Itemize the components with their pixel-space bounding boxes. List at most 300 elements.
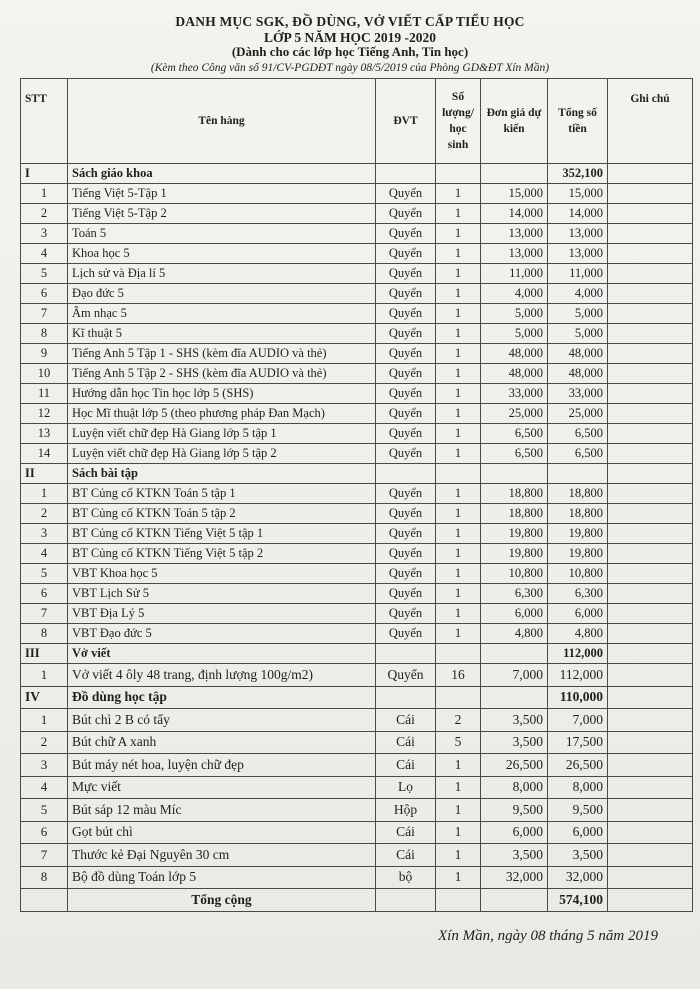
row-unit-price: 5,000 [481, 324, 548, 344]
row-total: 48,000 [548, 344, 608, 364]
row-unit-price: 13,000 [481, 224, 548, 244]
row-stt: I [21, 164, 68, 184]
row-total: 17,500 [548, 731, 608, 754]
grand-total-label: Tổng cộng [68, 889, 376, 912]
row-total: 4,800 [548, 624, 608, 644]
row-item-name: Tiếng Anh 5 Tập 1 - SHS (kèm đĩa AUDIO và thẻ) [68, 344, 376, 364]
row-note [608, 444, 693, 464]
row-item-name: Sách giáo khoa [68, 164, 376, 184]
row-quantity: 1 [436, 564, 481, 584]
row-item-name: VBT Khoa học 5 [68, 564, 376, 584]
row-quantity [436, 164, 481, 184]
row-total: 112,000 [548, 664, 608, 687]
row-unit-price: 9,500 [481, 799, 548, 822]
table-row [21, 624, 693, 644]
grand-total-row [21, 889, 693, 912]
row-quantity [436, 686, 481, 709]
row-note [608, 754, 693, 777]
row-total: 11,000 [548, 264, 608, 284]
row-item-name: Tiếng Việt 5-Tập 2 [68, 204, 376, 224]
row-note [608, 584, 693, 604]
row-quantity: 1 [436, 284, 481, 304]
row-total: 19,800 [548, 524, 608, 544]
table-row [21, 866, 693, 889]
row-total: 18,800 [548, 484, 608, 504]
row-stt: 10 [21, 364, 68, 384]
row-item-name: Hướng dẫn học Tin học lớp 5 (SHS) [68, 384, 376, 404]
row-stt: 1 [21, 484, 68, 504]
row-note [608, 544, 693, 564]
row-unit [376, 464, 436, 484]
row-stt: IV [21, 686, 68, 709]
row-note [608, 524, 693, 544]
table-row [21, 224, 693, 244]
row-item-name: Luyện viết chữ đẹp Hà Giang lớp 5 tập 1 [68, 424, 376, 444]
row-unit-price: 7,000 [481, 664, 548, 687]
row-stt: 6 [21, 584, 68, 604]
row-unit [376, 686, 436, 709]
row-item-name: VBT Đạo đức 5 [68, 624, 376, 644]
row-quantity: 1 [436, 624, 481, 644]
row-unit-price: 3,500 [481, 731, 548, 754]
row-total: 6,500 [548, 424, 608, 444]
row-quantity: 1 [436, 584, 481, 604]
row-unit-price [481, 164, 548, 184]
row-quantity [436, 644, 481, 664]
table-row [21, 444, 693, 464]
row-quantity: 1 [436, 344, 481, 364]
row-unit-price: 6,300 [481, 584, 548, 604]
row-unit: Quyển [376, 364, 436, 384]
row-item-name: Luyện viết chữ đẹp Hà Giang lớp 5 tập 2 [68, 444, 376, 464]
row-unit: Quyển [376, 304, 436, 324]
row-item-name: Sách bài tập [68, 464, 376, 484]
row-total: 7,000 [548, 709, 608, 732]
row-item-name: Gọt bút chì [68, 821, 376, 844]
table-row [21, 244, 693, 264]
row-unit-price: 32,000 [481, 866, 548, 889]
row-quantity: 1 [436, 184, 481, 204]
row-total: 3,500 [548, 844, 608, 867]
row-item-name: Thước kẻ Đại Nguyên 30 cm [68, 844, 376, 867]
row-note [608, 464, 693, 484]
signature-line: Xín Mần, ngày 08 tháng 5 năm 2019 [438, 928, 658, 944]
row-total: 33,000 [548, 384, 608, 404]
row-quantity: 1 [436, 264, 481, 284]
row-unit: Quyển [376, 344, 436, 364]
document-scope: (Dành cho các lớp học Tiếng Anh, Tin học) [231, 44, 469, 60]
row-quantity: 1 [436, 799, 481, 822]
row-unit-price: 8,000 [481, 776, 548, 799]
table-header-row [21, 79, 693, 164]
row-stt: 12 [21, 404, 68, 424]
row-note [608, 224, 693, 244]
row-unit: Quyển [376, 384, 436, 404]
row-total: 352,100 [548, 164, 608, 184]
row-total: 110,000 [548, 686, 608, 709]
row-stt: 4 [21, 244, 68, 264]
row-unit: Quyển [376, 284, 436, 304]
row-item-name: Lịch sử và Địa lí 5 [68, 264, 376, 284]
row-quantity: 2 [436, 709, 481, 732]
grand-total-qty [436, 889, 481, 912]
row-stt: 7 [21, 304, 68, 324]
table-row [21, 324, 693, 344]
row-quantity: 1 [436, 776, 481, 799]
row-total: 26,500 [548, 754, 608, 777]
row-total: 25,000 [548, 404, 608, 424]
row-note [608, 821, 693, 844]
row-quantity: 1 [436, 324, 481, 344]
row-item-name: VBT Lịch Sử 5 [68, 584, 376, 604]
row-total: 4,000 [548, 284, 608, 304]
row-unit: Quyển [376, 484, 436, 504]
row-unit-price: 5,000 [481, 304, 548, 324]
row-total: 13,000 [548, 224, 608, 244]
row-total: 48,000 [548, 364, 608, 384]
header-stt: STT [21, 79, 68, 164]
row-stt: 4 [21, 776, 68, 799]
row-item-name: Toán 5 [68, 224, 376, 244]
row-quantity: 1 [436, 384, 481, 404]
row-note [608, 164, 693, 184]
row-unit: Quyển [376, 244, 436, 264]
row-item-name: Bút máy nét hoa, luyện chữ đẹp [68, 754, 376, 777]
row-unit: Quyển [376, 524, 436, 544]
row-unit: Quyển [376, 404, 436, 424]
row-total: 5,000 [548, 304, 608, 324]
row-quantity: 1 [436, 844, 481, 867]
grand-total-value: 574,100 [548, 889, 608, 912]
row-quantity: 1 [436, 504, 481, 524]
row-note [608, 604, 693, 624]
row-note [608, 384, 693, 404]
row-quantity: 16 [436, 664, 481, 687]
row-item-name: Tiếng Việt 5-Tập 1 [68, 184, 376, 204]
row-stt: 2 [21, 731, 68, 754]
row-stt: 7 [21, 604, 68, 624]
row-stt: 3 [21, 754, 68, 777]
table-row [21, 404, 693, 424]
row-quantity: 1 [436, 404, 481, 424]
table-row [21, 709, 693, 732]
row-stt: 1 [21, 184, 68, 204]
row-unit: Quyển [376, 204, 436, 224]
row-unit-price: 19,800 [481, 524, 548, 544]
row-item-name: Kĩ thuật 5 [68, 324, 376, 344]
row-unit-price: 48,000 [481, 344, 548, 364]
row-unit: Quyển [376, 504, 436, 524]
row-note [608, 424, 693, 444]
row-stt: III [21, 644, 68, 664]
row-item-name: Đồ dùng học tập [68, 686, 376, 709]
table-row [21, 364, 693, 384]
row-item-name: Học Mĩ thuật lớp 5 (theo phương pháp Đan Mạch) [68, 404, 376, 424]
row-total: 6,300 [548, 584, 608, 604]
table-row [21, 564, 693, 584]
row-total: 10,800 [548, 564, 608, 584]
row-unit: Lọ [376, 776, 436, 799]
row-item-name: BT Củng cố KTKN Toán 5 tập 2 [68, 504, 376, 524]
row-note [608, 709, 693, 732]
row-unit: Hộp [376, 799, 436, 822]
table-row [21, 844, 693, 867]
price-list-table [20, 78, 693, 912]
row-unit-price: 19,800 [481, 544, 548, 564]
row-quantity: 5 [436, 731, 481, 754]
row-item-name: Âm nhạc 5 [68, 304, 376, 324]
grand-total-unit [376, 889, 436, 912]
row-stt: 8 [21, 324, 68, 344]
row-unit: Quyển [376, 184, 436, 204]
table-row [21, 524, 693, 544]
table-row [21, 504, 693, 524]
row-stt: 8 [21, 866, 68, 889]
header-unit: ĐVT [376, 79, 436, 164]
row-quantity: 1 [436, 364, 481, 384]
row-quantity: 1 [436, 544, 481, 564]
row-total: 6,000 [548, 604, 608, 624]
row-item-name: Bút chì 2 B có tẩy [68, 709, 376, 732]
row-unit-price [481, 644, 548, 664]
row-stt: 5 [21, 264, 68, 284]
row-quantity: 1 [436, 524, 481, 544]
row-total: 15,000 [548, 184, 608, 204]
header-quantity: Số lượng/ học sinh [436, 79, 481, 164]
row-stt: 5 [21, 799, 68, 822]
row-quantity: 1 [436, 754, 481, 777]
row-note [608, 564, 693, 584]
row-stt: 6 [21, 821, 68, 844]
row-unit-price: 33,000 [481, 384, 548, 404]
row-item-name: Bút sáp 12 màu Míc [68, 799, 376, 822]
row-unit: Quyển [376, 424, 436, 444]
row-total: 9,500 [548, 799, 608, 822]
row-note [608, 404, 693, 424]
row-stt: 3 [21, 224, 68, 244]
table-row [21, 344, 693, 364]
row-quantity: 1 [436, 204, 481, 224]
row-total: 32,000 [548, 866, 608, 889]
table-row [21, 664, 693, 687]
header-note: Ghi chú [608, 79, 693, 164]
row-total [548, 464, 608, 484]
row-unit-price: 18,800 [481, 504, 548, 524]
document-title: DANH MỤC SGK, ĐỒ DÙNG, VỞ VIẾT CẤP TIỂU HỌC [175, 14, 525, 29]
row-unit-price: 13,000 [481, 244, 548, 264]
row-unit: Quyển [376, 664, 436, 687]
row-quantity: 1 [436, 224, 481, 244]
table-body [21, 164, 693, 889]
row-unit: Quyển [376, 584, 436, 604]
row-note [608, 184, 693, 204]
row-unit: Quyển [376, 604, 436, 624]
row-stt: 7 [21, 844, 68, 867]
row-total: 112,000 [548, 644, 608, 664]
row-unit-price: 14,000 [481, 204, 548, 224]
row-stt: II [21, 464, 68, 484]
row-stt: 1 [21, 664, 68, 687]
section-row [21, 464, 693, 484]
row-unit: bộ [376, 866, 436, 889]
row-item-name: Mực viết [68, 776, 376, 799]
row-quantity: 1 [436, 866, 481, 889]
table-row [21, 204, 693, 224]
row-quantity: 1 [436, 244, 481, 264]
row-unit-price: 26,500 [481, 754, 548, 777]
row-item-name: Bộ đồ dùng Toán lớp 5 [68, 866, 376, 889]
table-row [21, 776, 693, 799]
row-item-name: Tiếng Anh 5 Tập 2 - SHS (kèm đĩa AUDIO và thẻ) [68, 364, 376, 384]
row-unit-price: 18,800 [481, 484, 548, 504]
row-note [608, 776, 693, 799]
table-row [21, 731, 693, 754]
table-row [21, 544, 693, 564]
row-total: 8,000 [548, 776, 608, 799]
row-unit-price: 3,500 [481, 844, 548, 867]
row-total: 6,000 [548, 821, 608, 844]
header-unit-price: Đơn giá dự kiến [481, 79, 548, 164]
row-item-name: BT Củng cố KTKN Tiếng Việt 5 tập 1 [68, 524, 376, 544]
row-unit: Cái [376, 731, 436, 754]
row-unit: Quyển [376, 624, 436, 644]
row-unit: Cái [376, 754, 436, 777]
table-row [21, 184, 693, 204]
row-unit: Quyển [376, 224, 436, 244]
row-total: 13,000 [548, 244, 608, 264]
row-item-name: Đạo đức 5 [68, 284, 376, 304]
row-unit: Cái [376, 844, 436, 867]
row-quantity: 1 [436, 821, 481, 844]
row-unit-price: 11,000 [481, 264, 548, 284]
table-row [21, 264, 693, 284]
row-stt: 9 [21, 344, 68, 364]
row-unit: Quyển [376, 264, 436, 284]
row-item-name: Vở viết [68, 644, 376, 664]
table-row [21, 284, 693, 304]
row-unit [376, 644, 436, 664]
table-row [21, 584, 693, 604]
row-note [608, 484, 693, 504]
row-unit-price: 25,000 [481, 404, 548, 424]
row-unit-price: 4,800 [481, 624, 548, 644]
row-quantity: 1 [436, 484, 481, 504]
row-quantity [436, 464, 481, 484]
row-note [608, 344, 693, 364]
row-total: 19,800 [548, 544, 608, 564]
row-item-name: Khoa học 5 [68, 244, 376, 264]
row-unit-price: 48,000 [481, 364, 548, 384]
table-row [21, 821, 693, 844]
row-stt: 2 [21, 504, 68, 524]
row-item-name: VBT Địa Lý 5 [68, 604, 376, 624]
table-row [21, 424, 693, 444]
row-quantity: 1 [436, 604, 481, 624]
table-row [21, 754, 693, 777]
row-unit: Cái [376, 709, 436, 732]
row-total: 14,000 [548, 204, 608, 224]
row-note [608, 686, 693, 709]
row-unit-price: 3,500 [481, 709, 548, 732]
section-row [21, 164, 693, 184]
row-quantity: 1 [436, 444, 481, 464]
document-reference: (Kèm theo Công văn số 91/CV-PGDĐT ngày 08/5/2019 của Phòng GD&ĐT Xín Mần) [150, 61, 550, 74]
row-stt: 1 [21, 709, 68, 732]
row-note [608, 866, 693, 889]
table-row [21, 304, 693, 324]
row-unit-price: 4,000 [481, 284, 548, 304]
row-stt: 13 [21, 424, 68, 444]
document-subtitle: LỚP 5 NĂM HỌC 2019 -2020 [263, 29, 437, 45]
row-stt: 14 [21, 444, 68, 464]
row-note [608, 264, 693, 284]
row-note [608, 844, 693, 867]
row-stt: 5 [21, 564, 68, 584]
grand-total-note [608, 889, 693, 912]
row-item-name: Bút chữ A xanh [68, 731, 376, 754]
row-quantity: 1 [436, 424, 481, 444]
row-unit: Quyển [376, 444, 436, 464]
row-note [608, 731, 693, 754]
grand-total-price [481, 889, 548, 912]
section-row [21, 686, 693, 709]
row-note [608, 204, 693, 224]
header-total: Tổng số tiền [548, 79, 608, 164]
row-stt: 3 [21, 524, 68, 544]
row-note [608, 624, 693, 644]
table-row [21, 384, 693, 404]
row-quantity: 1 [436, 304, 481, 324]
row-note [608, 364, 693, 384]
row-unit-price [481, 686, 548, 709]
table-row [21, 799, 693, 822]
grand-total-stt [21, 889, 68, 912]
row-stt: 11 [21, 384, 68, 404]
row-unit-price: 6,500 [481, 424, 548, 444]
row-unit: Quyển [376, 544, 436, 564]
row-unit [376, 164, 436, 184]
table-row [21, 604, 693, 624]
row-unit-price: 6,000 [481, 821, 548, 844]
row-stt: 2 [21, 204, 68, 224]
row-note [608, 244, 693, 264]
header-item-name: Tên hàng [68, 79, 376, 164]
row-stt: 6 [21, 284, 68, 304]
table-row [21, 484, 693, 504]
row-note [608, 284, 693, 304]
row-note [608, 504, 693, 524]
row-item-name: BT Củng cố KTKN Toán 5 tập 1 [68, 484, 376, 504]
row-unit-price: 6,500 [481, 444, 548, 464]
row-total: 5,000 [548, 324, 608, 344]
row-total: 18,800 [548, 504, 608, 524]
row-stt: 4 [21, 544, 68, 564]
row-stt: 8 [21, 624, 68, 644]
row-note [608, 324, 693, 344]
row-unit-price [481, 464, 548, 484]
row-unit: Cái [376, 821, 436, 844]
row-unit-price: 6,000 [481, 604, 548, 624]
row-note [608, 644, 693, 664]
row-unit-price: 10,800 [481, 564, 548, 584]
row-unit: Quyển [376, 324, 436, 344]
row-item-name: Vở viết 4 ôly 48 trang, định lượng 100g/m2) [68, 664, 376, 687]
row-note [608, 664, 693, 687]
row-unit: Quyển [376, 564, 436, 584]
row-unit-price: 15,000 [481, 184, 548, 204]
row-item-name: BT Củng cố KTKN Tiếng Việt 5 tập 2 [68, 544, 376, 564]
row-note [608, 799, 693, 822]
